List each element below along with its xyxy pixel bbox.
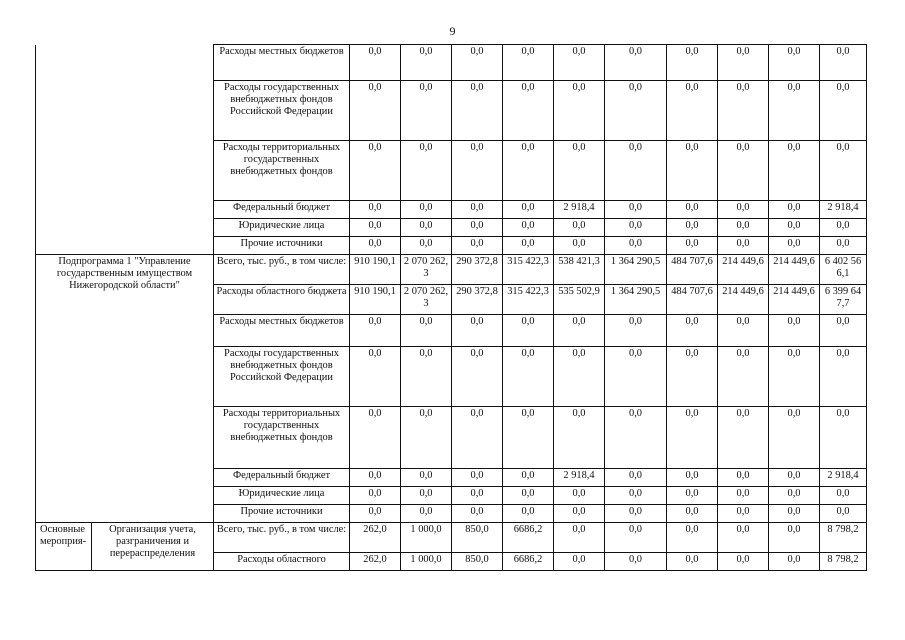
value-cell: 0,0 (820, 141, 867, 201)
page-number: 9 (449, 24, 456, 38)
value-cell: 0,0 (350, 407, 401, 469)
value-cell: 850,0 (452, 553, 503, 571)
value-cell: 0,0 (554, 141, 605, 201)
funding-source-cell: Расходы областного (214, 553, 350, 571)
value-cell: 0,0 (452, 407, 503, 469)
value-cell: 0,0 (769, 201, 820, 219)
value-cell: 0,0 (401, 315, 452, 347)
value-cell: 0,0 (605, 201, 667, 219)
value-cell: 1 000,0 (401, 523, 452, 553)
value-cell: 0,0 (667, 347, 718, 407)
value-cell: 0,0 (769, 347, 820, 407)
value-cell: 0,0 (350, 219, 401, 237)
value-cell: 0,0 (503, 347, 554, 407)
funding-source-cell: Федеральный бюджет (214, 469, 350, 487)
value-cell: 0,0 (667, 407, 718, 469)
value-cell: 0,0 (452, 45, 503, 81)
value-cell: 214 449,6 (718, 255, 769, 285)
value-cell: 0,0 (350, 487, 401, 505)
value-cell: 0,0 (503, 407, 554, 469)
budget-table (35, 44, 867, 571)
value-cell: 538 421,3 (554, 255, 605, 285)
value-cell: 0,0 (401, 201, 452, 219)
value-cell: 0,0 (503, 469, 554, 487)
value-cell: 0,0 (350, 505, 401, 523)
value-cell: 0,0 (769, 141, 820, 201)
value-cell: 0,0 (452, 347, 503, 407)
value-cell: 0,0 (718, 237, 769, 255)
value-cell: 0,0 (401, 237, 452, 255)
value-cell: 0,0 (605, 45, 667, 81)
value-cell: 214 449,6 (769, 255, 820, 285)
value-cell: 0,0 (452, 487, 503, 505)
value-cell: 0,0 (820, 315, 867, 347)
value-cell: 0,0 (769, 487, 820, 505)
value-cell: 0,0 (667, 315, 718, 347)
funding-source-cell: Юридические лица (214, 219, 350, 237)
value-cell: 0,0 (667, 237, 718, 255)
funding-source-cell: Прочие источники (214, 237, 350, 255)
value-cell: 0,0 (554, 81, 605, 141)
funding-source-cell: Расходы государственных внебюджетных фондов Российской Федерации (214, 81, 350, 141)
value-cell: 0,0 (605, 237, 667, 255)
value-cell: 0,0 (667, 45, 718, 81)
value-cell: 0,0 (769, 505, 820, 523)
table-body (36, 45, 867, 571)
value-cell: 0,0 (401, 81, 452, 141)
value-cell: 315 422,3 (503, 285, 554, 315)
value-cell: 484 707,6 (667, 255, 718, 285)
funding-source-cell: Юридические лица (214, 487, 350, 505)
funding-source-cell: Федеральный бюджет (214, 201, 350, 219)
value-cell: 0,0 (820, 219, 867, 237)
value-cell: 6 402 566,1 (820, 255, 867, 285)
value-cell: 214 449,6 (769, 285, 820, 315)
funding-source-cell: Расходы государственных внебюджетных фондов Российской Федерации (214, 347, 350, 407)
value-cell: 0,0 (718, 469, 769, 487)
value-cell: 0,0 (769, 553, 820, 571)
value-cell: 0,0 (667, 469, 718, 487)
value-cell: 0,0 (452, 201, 503, 219)
value-cell: 0,0 (554, 315, 605, 347)
value-cell: 0,0 (554, 487, 605, 505)
value-cell: 262,0 (350, 553, 401, 571)
value-cell: 0,0 (718, 523, 769, 553)
value-cell: 0,0 (718, 407, 769, 469)
value-cell: 0,0 (718, 219, 769, 237)
value-cell: 0,0 (605, 315, 667, 347)
value-cell: 214 449,6 (718, 285, 769, 315)
value-cell: 0,0 (605, 347, 667, 407)
subprogram-title: Подпрограмма 1 "Управление государственным имуществом Нижегородской области" (36, 255, 214, 523)
value-cell: 0,0 (718, 81, 769, 141)
funding-source-cell: Всего, тыс. руб., в том числе: (214, 523, 350, 553)
value-cell: 0,0 (452, 81, 503, 141)
funding-source-cell: Расходы областного бюджета (214, 285, 350, 315)
value-cell: 0,0 (401, 469, 452, 487)
value-cell: 0,0 (605, 219, 667, 237)
value-cell: 2 918,4 (820, 201, 867, 219)
value-cell: 0,0 (820, 487, 867, 505)
value-cell: 2 070 262,3 (401, 255, 452, 285)
value-cell: 0,0 (554, 219, 605, 237)
value-cell: 0,0 (605, 523, 667, 553)
value-cell: 0,0 (769, 469, 820, 487)
value-cell: 0,0 (503, 81, 554, 141)
value-cell: 8 798,2 (820, 553, 867, 571)
value-cell: 0,0 (554, 523, 605, 553)
value-cell: 0,0 (503, 505, 554, 523)
value-cell: 0,0 (401, 141, 452, 201)
value-cell: 0,0 (401, 219, 452, 237)
value-cell: 0,0 (350, 81, 401, 141)
value-cell: 0,0 (769, 523, 820, 553)
value-cell: 0,0 (401, 505, 452, 523)
value-cell: 0,0 (820, 45, 867, 81)
value-cell: 0,0 (452, 141, 503, 201)
value-cell: 0,0 (605, 553, 667, 571)
value-cell: 0,0 (452, 315, 503, 347)
value-cell: 290 372,8 (452, 255, 503, 285)
value-cell: 0,0 (350, 469, 401, 487)
value-cell: 0,0 (769, 81, 820, 141)
value-cell: 0,0 (401, 487, 452, 505)
value-cell: 0,0 (718, 553, 769, 571)
value-cell: 0,0 (605, 81, 667, 141)
value-cell: 0,0 (820, 237, 867, 255)
value-cell: 0,0 (667, 505, 718, 523)
value-cell: 0,0 (452, 219, 503, 237)
value-cell: 0,0 (503, 487, 554, 505)
value-cell: 0,0 (554, 407, 605, 469)
value-cell: 0,0 (820, 81, 867, 141)
value-cell: 910 190,1 (350, 285, 401, 315)
value-cell: 2 918,4 (554, 469, 605, 487)
value-cell: 0,0 (769, 237, 820, 255)
value-cell: 1 364 290,5 (605, 285, 667, 315)
continued-block-cell (36, 45, 214, 255)
value-cell: 0,0 (350, 315, 401, 347)
value-cell: 262,0 (350, 523, 401, 553)
value-cell: 0,0 (667, 81, 718, 141)
value-cell: 850,0 (452, 523, 503, 553)
value-cell: 0,0 (503, 315, 554, 347)
value-cell: 0,0 (554, 553, 605, 571)
funding-source-cell: Расходы территориальных государственных внебюджетных фондов (214, 407, 350, 469)
value-cell: 0,0 (401, 347, 452, 407)
value-cell: 6 399 647,7 (820, 285, 867, 315)
value-cell: 6686,2 (503, 523, 554, 553)
funding-source-cell: Прочие источники (214, 505, 350, 523)
value-cell: 0,0 (554, 347, 605, 407)
table-row (36, 523, 867, 553)
value-cell: 484 707,6 (667, 285, 718, 315)
value-cell: 0,0 (503, 201, 554, 219)
table-row (36, 255, 867, 285)
value-cell: 0,0 (718, 201, 769, 219)
value-cell: 0,0 (452, 469, 503, 487)
value-cell: 290 372,8 (452, 285, 503, 315)
value-cell: 0,0 (667, 553, 718, 571)
value-cell: 0,0 (350, 201, 401, 219)
value-cell: 0,0 (503, 237, 554, 255)
value-cell: 0,0 (554, 45, 605, 81)
value-cell: 0,0 (667, 201, 718, 219)
value-cell: 0,0 (718, 347, 769, 407)
funding-source-cell: Расходы местных бюджетов (214, 45, 350, 81)
value-cell: 0,0 (401, 407, 452, 469)
value-cell: 0,0 (503, 141, 554, 201)
funding-source-cell: Всего, тыс. руб., в том числе: (214, 255, 350, 285)
value-cell: 0,0 (350, 347, 401, 407)
value-cell: 0,0 (605, 487, 667, 505)
value-cell: 0,0 (820, 407, 867, 469)
value-cell: 0,0 (667, 523, 718, 553)
value-cell: 0,0 (401, 45, 452, 81)
value-cell: 0,0 (667, 141, 718, 201)
value-cell: 0,0 (605, 141, 667, 201)
value-cell: 8 798,2 (820, 523, 867, 553)
value-cell: 315 422,3 (503, 255, 554, 285)
value-cell: 1 364 290,5 (605, 255, 667, 285)
activity-title: Организация учета, разграничения и перераспределения (92, 523, 214, 571)
value-cell: 0,0 (554, 505, 605, 523)
value-cell: 0,0 (554, 237, 605, 255)
value-cell: 0,0 (769, 219, 820, 237)
value-cell: 0,0 (718, 141, 769, 201)
value-cell: 0,0 (820, 347, 867, 407)
value-cell: 0,0 (503, 219, 554, 237)
value-cell: 6686,2 (503, 553, 554, 571)
value-cell: 0,0 (605, 407, 667, 469)
table-row (36, 45, 867, 81)
value-cell: 0,0 (718, 505, 769, 523)
funding-source-cell: Расходы территориальных государственных внебюджетных фондов (214, 141, 350, 201)
value-cell: 0,0 (769, 407, 820, 469)
value-cell: 535 502,9 (554, 285, 605, 315)
value-cell: 0,0 (452, 505, 503, 523)
value-cell: 0,0 (718, 45, 769, 81)
value-cell: 0,0 (769, 45, 820, 81)
value-cell: 0,0 (718, 315, 769, 347)
value-cell: 0,0 (350, 45, 401, 81)
value-cell: 0,0 (769, 315, 820, 347)
value-cell: 0,0 (820, 505, 867, 523)
value-cell: 0,0 (605, 505, 667, 523)
value-cell: 2 070 262,3 (401, 285, 452, 315)
value-cell: 0,0 (605, 469, 667, 487)
value-cell: 0,0 (452, 237, 503, 255)
value-cell: 2 918,4 (554, 201, 605, 219)
value-cell: 0,0 (503, 45, 554, 81)
value-cell: 0,0 (667, 219, 718, 237)
value-cell: 0,0 (350, 141, 401, 201)
main-activity-label: Основные мероприя- (36, 523, 92, 571)
value-cell: 1 000,0 (401, 553, 452, 571)
value-cell: 0,0 (350, 237, 401, 255)
value-cell: 0,0 (667, 487, 718, 505)
value-cell: 0,0 (718, 487, 769, 505)
funding-source-cell: Расходы местных бюджетов (214, 315, 350, 347)
value-cell: 2 918,4 (820, 469, 867, 487)
value-cell: 910 190,1 (350, 255, 401, 285)
